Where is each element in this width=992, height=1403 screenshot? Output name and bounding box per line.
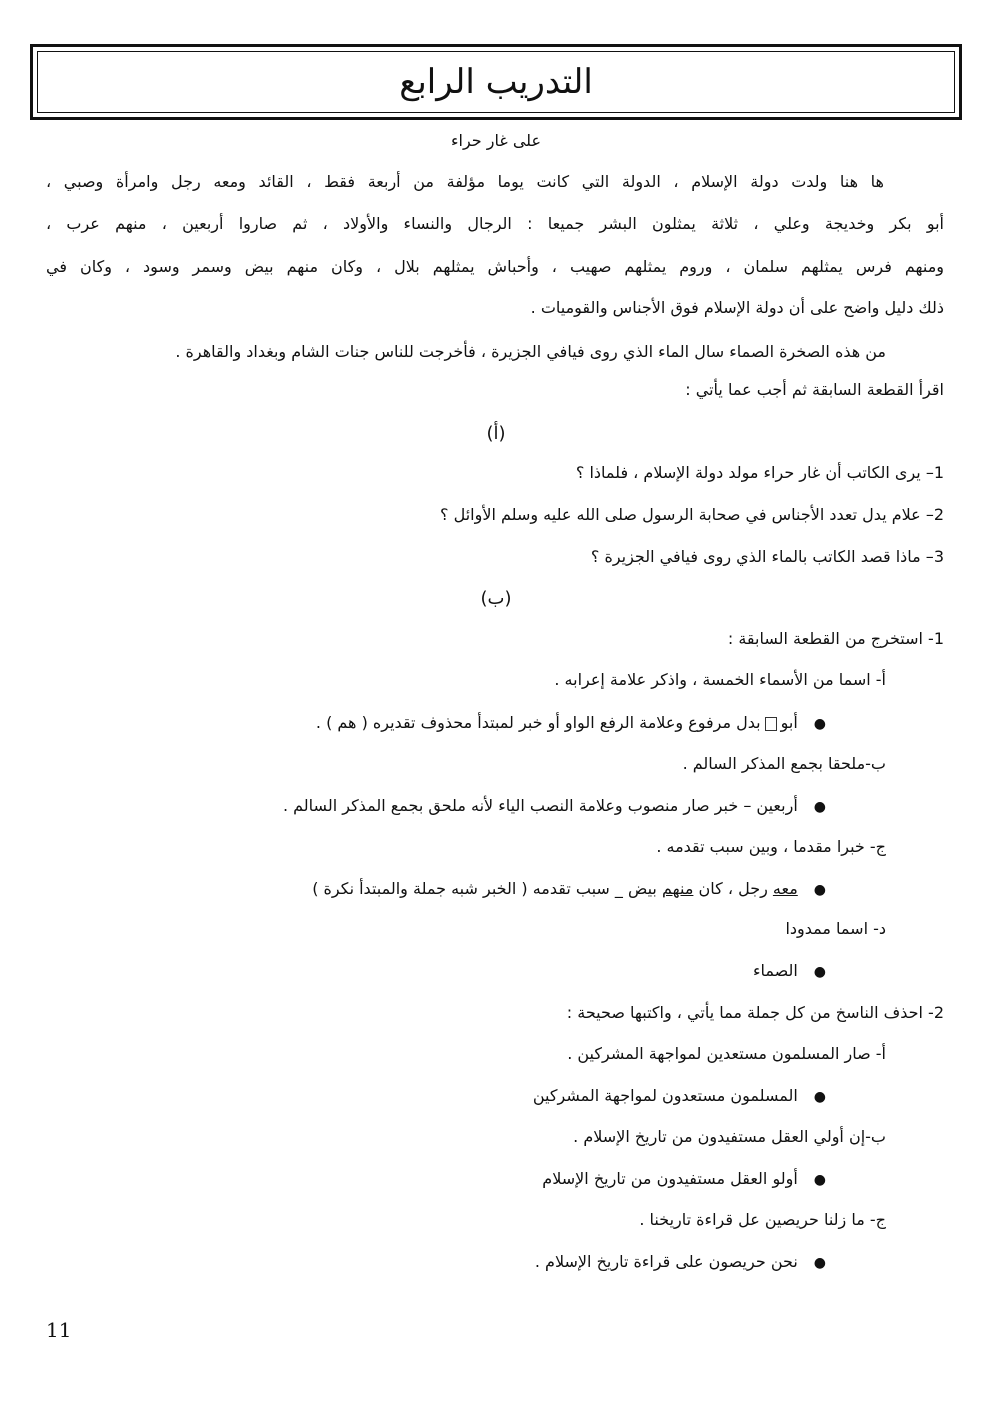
passage-paragraph-2: من هذه الصخرة الصماء سال الماء الذي روى فيافي الجزيرة ، فأخرجت للناس جنات الشام وبغداد والقاهرة . <box>175 342 886 361</box>
answer-b1-c <box>312 878 826 901</box>
answer-b1-a <box>316 712 826 735</box>
item-b1-a: أ- اسما من الأسماء الخمسة ، واذكر علامة إعرابه . <box>554 670 886 689</box>
question-a3: 3– ماذا قصد الكاتب بالماء الذي روى فيافي الجزيرة ؟ <box>590 547 944 566</box>
answer-text: بدل مرفوع وعلامة الرفع الواو أو خبر لمبتدأ محذوف تقديره ( هم ) . <box>315 713 761 732</box>
answer-word: أبو <box>780 713 798 732</box>
page-number: 11 <box>46 1318 72 1342</box>
passage-heading: على غار حراء <box>450 131 541 150</box>
instruction: اقرأ القطعة السابقة ثم أجب عما يأتي : <box>685 380 944 399</box>
passage-line-2: أبو بكر وخديجة وعلي ، ثلاثة يمثلون البشر جميعا : الرجال والنساء والأولاد ، ثم صاروا أربعين ، منهم عرب ، <box>46 214 944 233</box>
passage-line-1: ها هنا ولدت دولة الإسلام ، الدولة التي كانت يوما مؤلفة من أربعة فقط ، القائد ومعه رجل وامرأة وصبي ، <box>46 172 884 191</box>
bullet-icon: ● <box>813 964 826 980</box>
page-title: التدريب الرابع <box>399 62 593 102</box>
answer-text: بيض _ سبب تقدمه ( الخبر شبه جملة والمبتدأ نكرة ) <box>312 879 657 898</box>
section-a-label: (أ) <box>486 423 506 444</box>
square-symbol-icon <box>765 717 777 731</box>
question-b1: 1- استخرج من القطعة السابقة : <box>727 629 944 648</box>
bullet-icon: ● <box>813 799 826 815</box>
question-a1: 1– يرى الكاتب أن غار حراء مولد دولة الإسلام ، فلماذا ؟ <box>575 463 944 482</box>
title-inner-frame <box>37 51 955 113</box>
question-b2: 2- احذف الناسخ من كل جملة مما يأتي ، واكتبها صحيحة : <box>566 1003 944 1022</box>
answer-text: أولو العقل مستفيدون من تاريخ الإسلام <box>542 1169 798 1188</box>
answer-b2-a <box>533 1085 826 1108</box>
answer-text: رجل ، كان <box>698 879 768 898</box>
answer-text: أربعين – خبر صار منصوب وعلامة النصب الياء لأنه ملحق بجمع المذكر السالم . <box>282 796 798 815</box>
bullet-icon: ● <box>813 1255 826 1271</box>
answer-b2-b <box>542 1168 826 1191</box>
item-b2-a: أ- صار المسلمون مستعدين لمواجهة المشركين . <box>567 1044 886 1063</box>
bullet-icon: ● <box>813 1172 826 1188</box>
underlined-word: منهم <box>661 879 694 898</box>
answer-text: المسلمون مستعدون لمواجهة المشركين <box>532 1086 798 1105</box>
item-b2-c: ج- ما زلنا حريصين عل قراءة تاريخنا . <box>639 1210 886 1229</box>
answer-b1-d <box>753 960 826 983</box>
item-b2-b: ب-إن أولي العقل مستفيدون من تاريخ الإسلام . <box>573 1127 886 1146</box>
section-b-label: (ب) <box>480 588 512 609</box>
answer-b2-c <box>535 1251 826 1274</box>
answer-text: نحن حريصون على قراءة تاريخ الإسلام . <box>534 1252 798 1271</box>
item-b1-c: ج- خبرا مقدما ، وبين سبب تقدمه . <box>656 837 886 856</box>
item-b1-d: د- اسما ممدودا <box>785 919 886 938</box>
item-b1-b: ب-ملحقا بجمع المذكر السالم . <box>682 754 886 773</box>
answer-b1-b <box>283 795 826 818</box>
answer-text: الصماء <box>752 961 798 980</box>
bullet-icon: ● <box>813 1089 826 1105</box>
passage-line-3: ومنهم فرس يمثلهم سلمان ، وروم يمثلهم صهيب ، وأحباش يمثلهم بلال ، وكان منهم بيض وسمر وسود ، وكان في <box>46 257 944 276</box>
title-frame <box>30 44 962 120</box>
bullet-icon: ● <box>813 882 826 898</box>
question-a2: 2– علام يدل تعدد الأجناس في صحابة الرسول صلى الله عليه وسلم الأوائل ؟ <box>440 505 944 524</box>
passage-line-4: ذلك دليل واضح على أن دولة الإسلام فوق الأجناس والقوميات . <box>530 298 944 317</box>
bullet-icon: ● <box>813 716 826 732</box>
underlined-word: معه <box>772 879 798 898</box>
